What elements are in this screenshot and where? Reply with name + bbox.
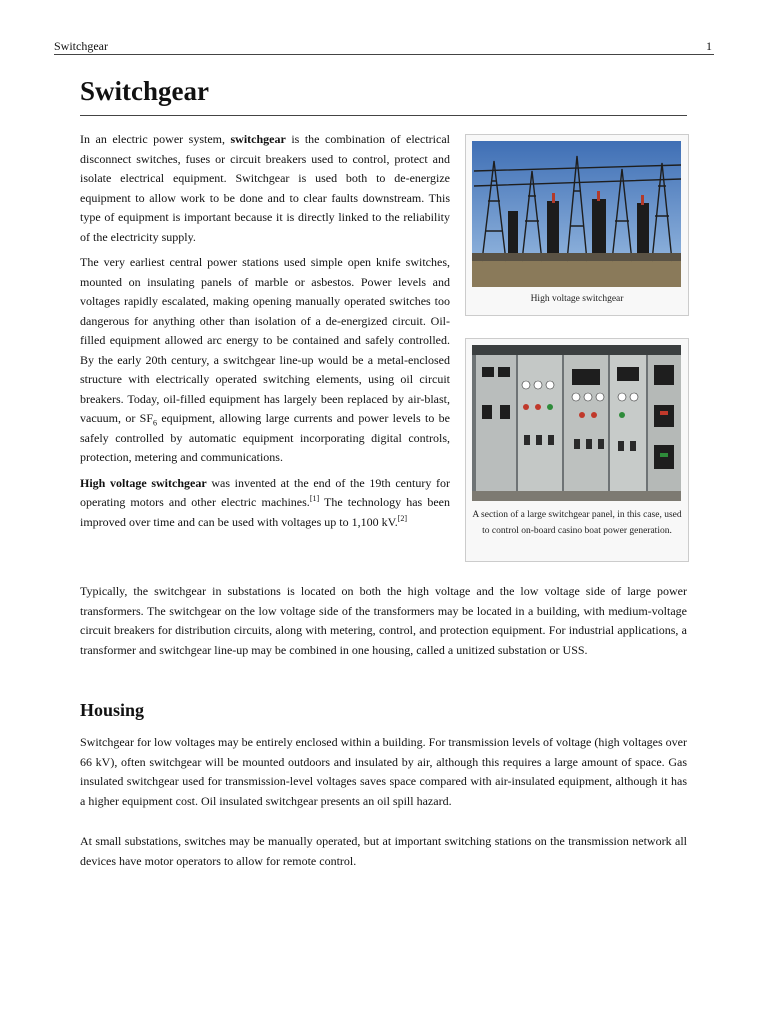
- page-title: Switchgear: [80, 76, 687, 116]
- figure-substation: [465, 134, 689, 316]
- text-run: was invented at the end of the 19th century for operating motors and other electric machines.: [80, 475, 450, 509]
- switchgear-panel-photo-icon[interactable]: [472, 345, 681, 501]
- text-run: is the combination of electrical disconnect switches, fuses or circuit breakers used to control, protect and isolate electrical equipment. Switchgear is used both to de-energize equipment to allow work to be done and to clear faults downstream. This type of equipment is important because it is directly linked to the reliability of the electricity supply.: [80, 132, 450, 244]
- figure-switchgear-panel: [465, 338, 689, 562]
- bold-term: High voltage switchgear: [80, 475, 207, 490]
- housing-paragraph-1: Switchgear for low voltages may be entirely enclosed within a building. For transmission levels of voltage (high voltages over 66 kV), often switchgear will be mounted outdoors and insulated by air, although this requires a large amount of space. Gas insulated switchgear used for transmission-level voltages saves space compared with air-insulated equipment, although it has a higher equipment cost. Oil insulated switchgear presents an oil spill hazard.: [80, 735, 687, 808]
- page-number: 1: [706, 39, 712, 53]
- citation-link[interactable]: [1]: [309, 494, 320, 503]
- intro-paragraph-2: [80, 253, 450, 468]
- intro-column: [80, 130, 450, 538]
- text-run: In an electric power system,: [80, 132, 231, 146]
- figure-caption: A section of a large switchgear panel, in this case, used to control on-board casino boat power generation.: [472, 510, 682, 536]
- text-run: The technology has been improved over time and can be used with voltages up to 1,100 kV.: [80, 495, 450, 529]
- figure-caption: High voltage switchgear: [530, 294, 624, 304]
- substation-photo-icon[interactable]: [472, 141, 681, 287]
- running-header: [54, 38, 714, 55]
- intro-paragraph-3: [80, 474, 450, 533]
- running-title: Switchgear: [54, 39, 108, 53]
- intro-paragraph-1: [80, 130, 450, 247]
- subscript: 6: [153, 418, 157, 428]
- housing-paragraph-2: At small substations, switches may be manually operated, but at important switching stations on the transmission network all devices have motor operators to allow for remote control.: [80, 834, 687, 868]
- text-run: equipment, allowing large currents and power levels to be safely controlled by automatic equipment incorporating digital controls, protection, metering and communications.: [80, 411, 450, 464]
- bold-term: switchgear: [230, 132, 286, 146]
- citation-link[interactable]: [2]: [397, 513, 408, 523]
- section-heading-housing: Housing: [80, 700, 145, 720]
- text-run: The very earliest central power stations used simple open knife switches, mounted on insulating panels of marble or asbestos. Power levels and voltages rapidly escalated, making opening manually operated switches too dangerous for anything other than isolation of a de-energized circuit. Oil-filled equipment allowed arc energy to be contained and safely controlled. By the early 20th century, a switchgear line-up would be a metal-enclosed structure with electrically operated switching elements, using oil circuit breakers. Today, oil-filled equipment has largely been replaced by air-blast, vacuum, or SF: [80, 255, 450, 425]
- substation-paragraph: Typically, the switchgear in substations is located on both the high voltage and the low voltage side of large power transformers. The switchgear on the low voltage side of the transformers may be located in a building, with medium-voltage circuit breakers for distribution circuits, along with metering, control, and protection equipment. For industrial applications, a transformer and switchgear line-up may be combined in one housing, called a unitized substation or USS.: [80, 584, 687, 657]
